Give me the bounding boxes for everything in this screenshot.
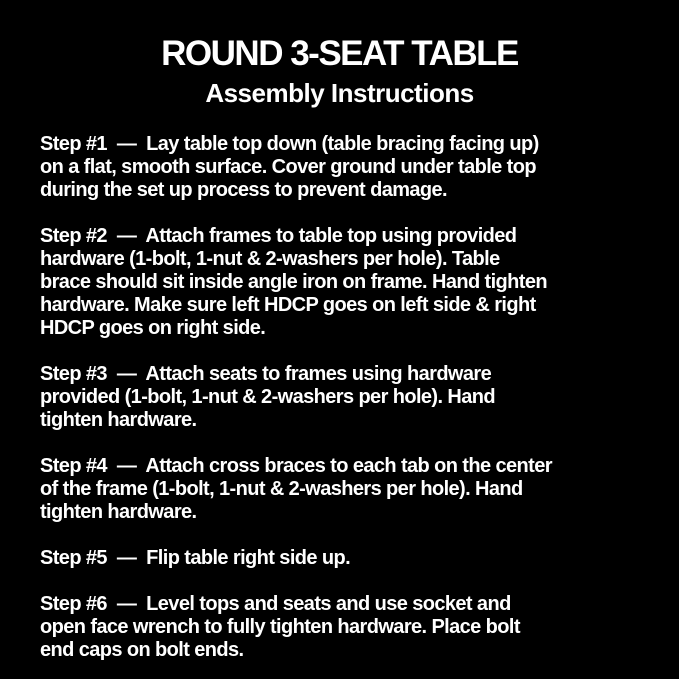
step-1-line: on a flat, smooth surface. Cover ground under table top	[40, 156, 536, 178]
step-6-line: end caps on bolt ends.	[40, 639, 244, 661]
steps-list	[40, 133, 649, 662]
step-2-paragraph	[40, 225, 649, 340]
step-1-line: during the set up process to prevent damage.	[40, 179, 448, 201]
step-1-paragraph	[40, 133, 649, 202]
step-4-line: of the frame (1-bolt, 1-nut & 2-washers per hole). Hand	[40, 478, 523, 500]
step-2-line: hardware (1-bolt, 1-nut & 2-washers per hole). Table	[40, 248, 500, 270]
step-3-line: tighten hardware.	[40, 409, 197, 431]
step-6-line: Step #6 — Level tops and seats and use socket and	[40, 593, 511, 615]
step-5-line: Step #5 — Flip table right side up.	[40, 547, 351, 569]
step-4-line: Step #4 — Attach cross braces to each tab on the center	[40, 455, 552, 477]
step-6-paragraph	[40, 593, 649, 662]
step-6-line: open face wrench to fully tighten hardware. Place bolt	[40, 616, 520, 638]
step-3-paragraph	[40, 363, 649, 432]
page-subtitle: Assembly Instructions	[205, 78, 474, 108]
step-3-line: Step #3 — Attach seats to frames using hardware	[40, 363, 492, 385]
step-2-line: HDCP goes on right side.	[40, 317, 266, 339]
step-2-line: hardware. Make sure left HDCP goes on left side & right	[40, 294, 536, 316]
step-5-paragraph	[40, 547, 649, 570]
page-title: ROUND 3-SEAT TABLE	[161, 34, 518, 73]
step-4-line: tighten hardware.	[40, 501, 197, 523]
step-4-paragraph	[40, 455, 649, 524]
step-3-line: provided (1-bolt, 1-nut & 2-washers per hole). Hand	[40, 386, 496, 408]
step-2-line: Step #2 — Attach frames to table top using provided	[40, 225, 517, 247]
step-2-line: brace should sit inside angle iron on frame. Hand tighten	[40, 271, 547, 293]
step-1-line: Step #1 — Lay table top down (table bracing facing up)	[40, 133, 539, 155]
